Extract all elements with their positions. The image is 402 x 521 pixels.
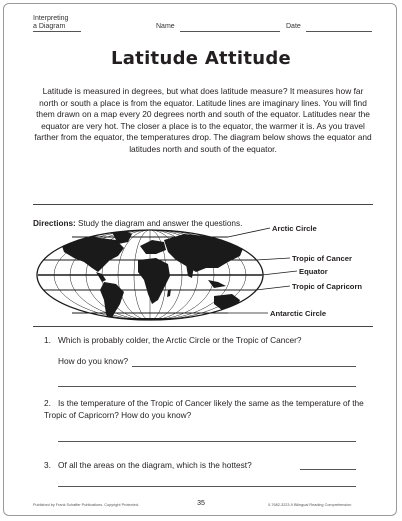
answer-line-2a[interactable] bbox=[58, 441, 356, 442]
footer-product: 0-7682-3223-9 Bilingual Reading Comprehension bbox=[268, 503, 352, 507]
date-label: Date bbox=[286, 23, 301, 30]
question-1-number: 1. bbox=[44, 335, 51, 345]
answer-line-3a[interactable] bbox=[300, 469, 356, 470]
bottom-divider bbox=[33, 326, 373, 327]
question-1-text: Which is probably colder, the Arctic Circle or the Tropic of Cancer? bbox=[58, 335, 302, 345]
question-2-number: 2. bbox=[44, 398, 51, 408]
answer-line-1a[interactable] bbox=[132, 366, 356, 367]
question-1 bbox=[44, 335, 374, 347]
question-3-number: 3. bbox=[44, 460, 51, 470]
question-1-followup: How do you know? bbox=[58, 356, 129, 366]
intro-paragraph: Latitude is measured in degrees, but what does latitude measure? It measures how far north or south a place is from the equator. Latitude lines are imaginary lines. You will find them drawn on a map every 20 degrees north and south of the equator. Latitudes near the equator are very hot. The closer a place is to the equator, the warmer it is. As you travel farther from the equator, the temperatures drop. The diagram below shows the equator and latitudes north and south of the equator. bbox=[34, 86, 372, 154]
question-3-text: Of all the areas on the diagram, which is the hottest? bbox=[58, 460, 252, 470]
question-2-text: Is the temperature of the Tropic of Cancer likely the same as the temperature of the Tropic of Capricorn? How do you know? bbox=[44, 398, 364, 420]
label-antarctic-circle: Antarctic Circle bbox=[270, 309, 327, 318]
label-arctic-circle: Arctic Circle bbox=[272, 224, 317, 233]
answer-line-3b[interactable] bbox=[58, 486, 356, 487]
page-number: 35 bbox=[197, 500, 205, 507]
page-title: Latitude Attitude bbox=[110, 48, 292, 69]
question-2 bbox=[44, 398, 364, 421]
section-label: Interpreting a Diagram bbox=[33, 15, 69, 30]
label-equator: Equator bbox=[299, 267, 328, 276]
label-tropic-of-capricorn: Tropic of Capricorn bbox=[292, 282, 363, 291]
directions-label: Directions: bbox=[33, 219, 76, 228]
directions-text: Study the diagram and answer the questions. bbox=[75, 219, 243, 228]
name-label: Name bbox=[156, 23, 175, 30]
label-tropic-of-cancer: Tropic of Cancer bbox=[292, 254, 352, 263]
answer-line-1b[interactable] bbox=[58, 386, 356, 387]
footer-publisher: Published by Frank Schaffer Publications. Copyright Protected. bbox=[33, 503, 139, 507]
